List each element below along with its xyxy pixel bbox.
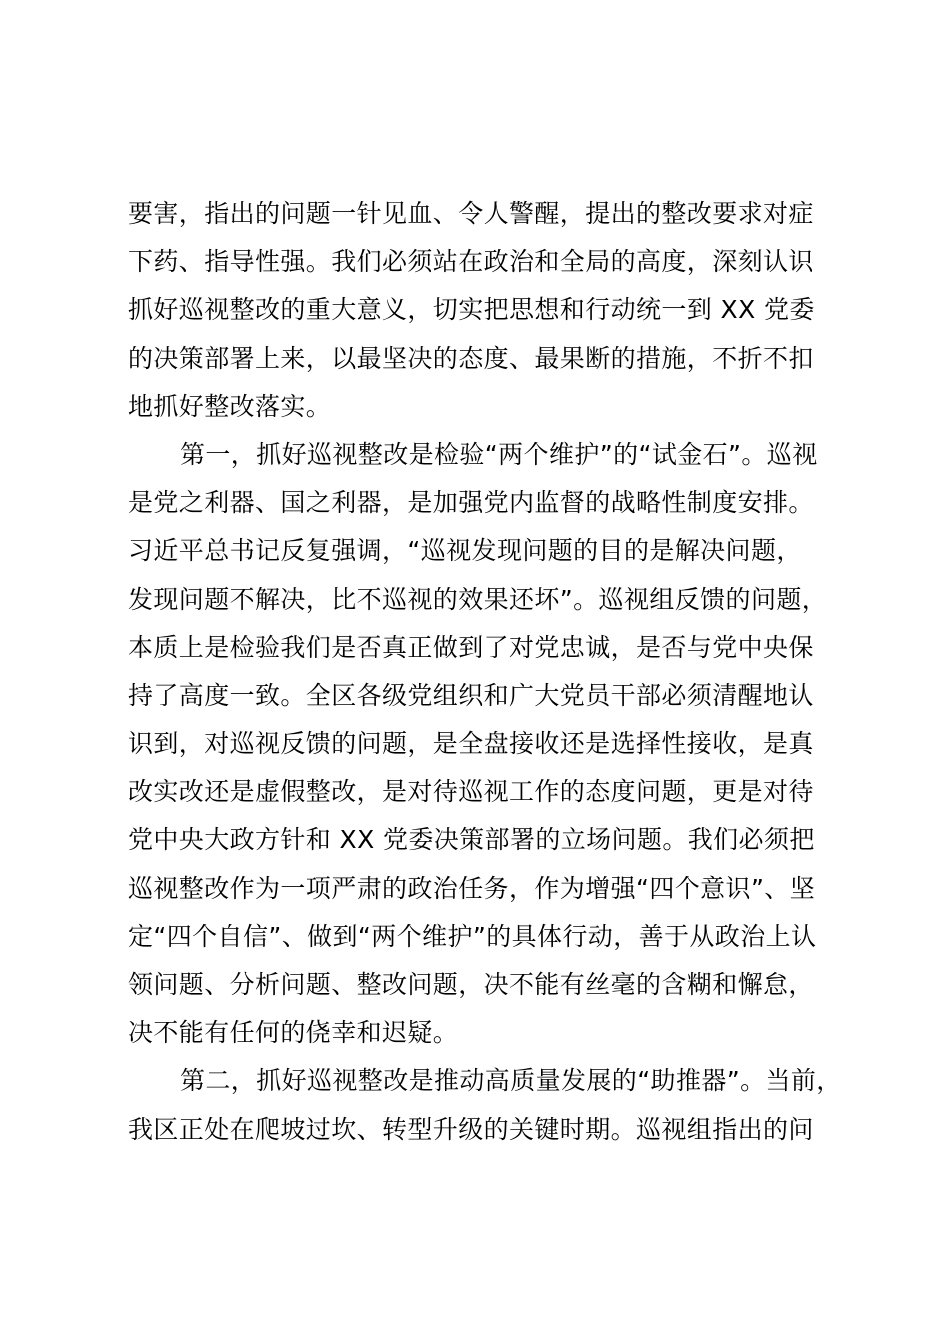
text-line: 领问题、分析问题、整改问题，决不能有丝毫的含糊和懈怠， (128, 970, 814, 999)
text-line: 我区正处在爬坡过坎、转型升级的关键时期。巡视组指出的问 (128, 1114, 814, 1144)
text-line: 地抓好整改落实。 (128, 391, 332, 421)
text-line: 要害，指出的问题一针见血、令人警醒，提出的整改要求对症 (128, 199, 814, 228)
text-line: 抓好巡视整改的重大意义，切实把思想和行动统一到 XX 党委 (128, 295, 815, 325)
text-line: 决不能有任何的侥幸和迟疑。 (128, 1018, 459, 1048)
text-line: 定“四个自信”、做到“两个维护”的具体行动，善于从政治上认 (128, 921, 817, 951)
text-line: 持了高度一致。全区各级党组织和广大党员干部必须清醒地认 (128, 680, 814, 710)
text-line: 的决策部署上来，以最坚决的态度、最果断的措施，不折不扣 (128, 343, 814, 373)
text-line: 发现问题不解决，比不巡视的效果还坏”。巡视组反馈的问题， (128, 584, 828, 614)
paragraph-first-line: 第二，抓好巡视整改是推动高质量发展的“助推器”。当前， (180, 1066, 842, 1096)
text-line: 是党之利器、国之利器，是加强党内监督的战略性制度安排。 (128, 488, 814, 518)
text-line: 改实改还是虚假整改，是对待巡视工作的态度问题，更是对待 (128, 777, 814, 807)
text-line: 习近平总书记反复强调，“巡视发现问题的目的是解决问题， (128, 536, 802, 566)
text-line: 党中央大政方针和 XX 党委决策部署的立场问题。我们必须把 (128, 825, 815, 855)
text-line: 巡视整改作为一项严肃的政治任务，作为增强“四个意识”、坚 (128, 873, 816, 903)
paragraph-first-line: 第一，抓好巡视整改是检验“两个维护”的“试金石”。巡视 (180, 439, 818, 469)
text-line: 识到，对巡视反馈的问题，是全盘接收还是选择性接收，是真 (128, 729, 814, 759)
text-line: 本质上是检验我们是否真正做到了对党忠诚，是否与党中央保 (128, 632, 814, 662)
document-body (128, 190, 840, 1154)
text-line: 下药、指导性强。我们必须站在政治和全局的高度，深刻认识 (128, 247, 814, 277)
